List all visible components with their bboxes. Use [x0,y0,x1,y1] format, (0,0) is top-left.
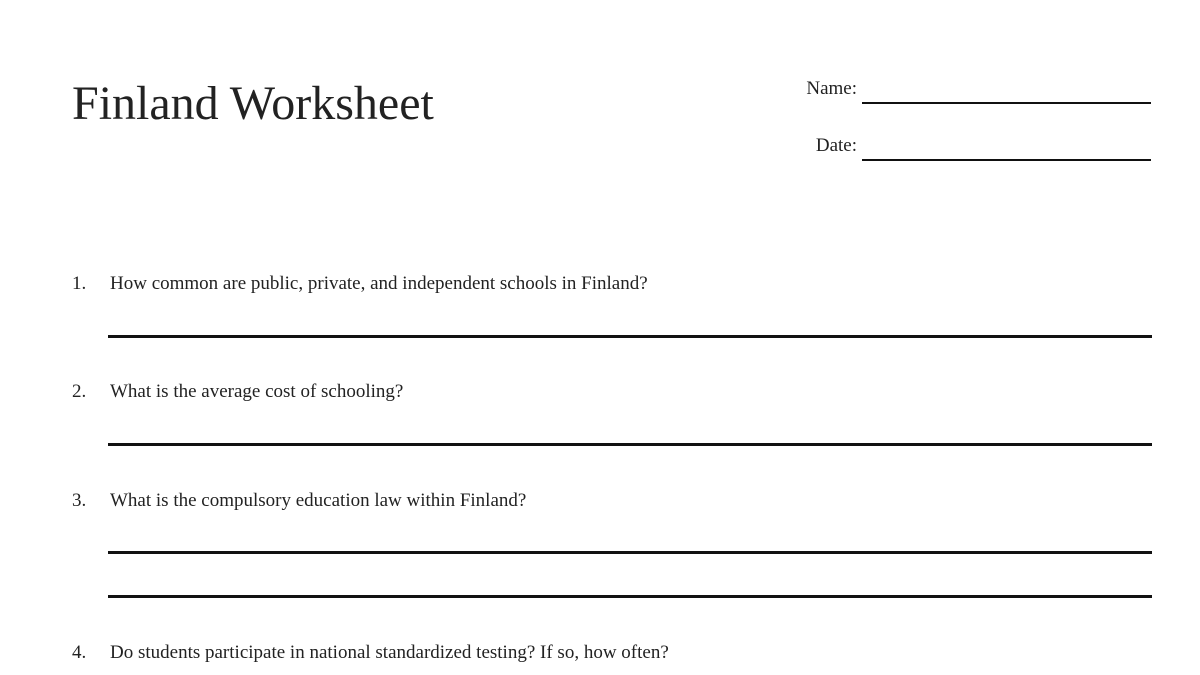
name-label: Name: [806,78,857,99]
question-text: How common are public, private, and independent schools in Finland? [110,273,648,294]
date-blank-line[interactable] [862,159,1151,161]
date-label: Date: [815,135,857,156]
question-number: 3. [72,490,87,511]
name-blank-line[interactable] [862,102,1151,104]
answer-line[interactable] [108,551,1152,554]
question-text: Do students participate in national standardized testing? If so, how often? [110,642,669,663]
question-text: What is the compulsory education law within Finland? [110,490,527,511]
worksheet-title: Finland Worksheet [72,77,434,130]
question-text: What is the average cost of schooling? [110,381,404,402]
question-number: 4. [72,642,87,663]
answer-line[interactable] [108,443,1152,446]
question-number: 1. [72,273,87,294]
answer-line[interactable] [108,335,1152,338]
question-number: 2. [72,381,87,402]
answer-line[interactable] [108,595,1152,598]
